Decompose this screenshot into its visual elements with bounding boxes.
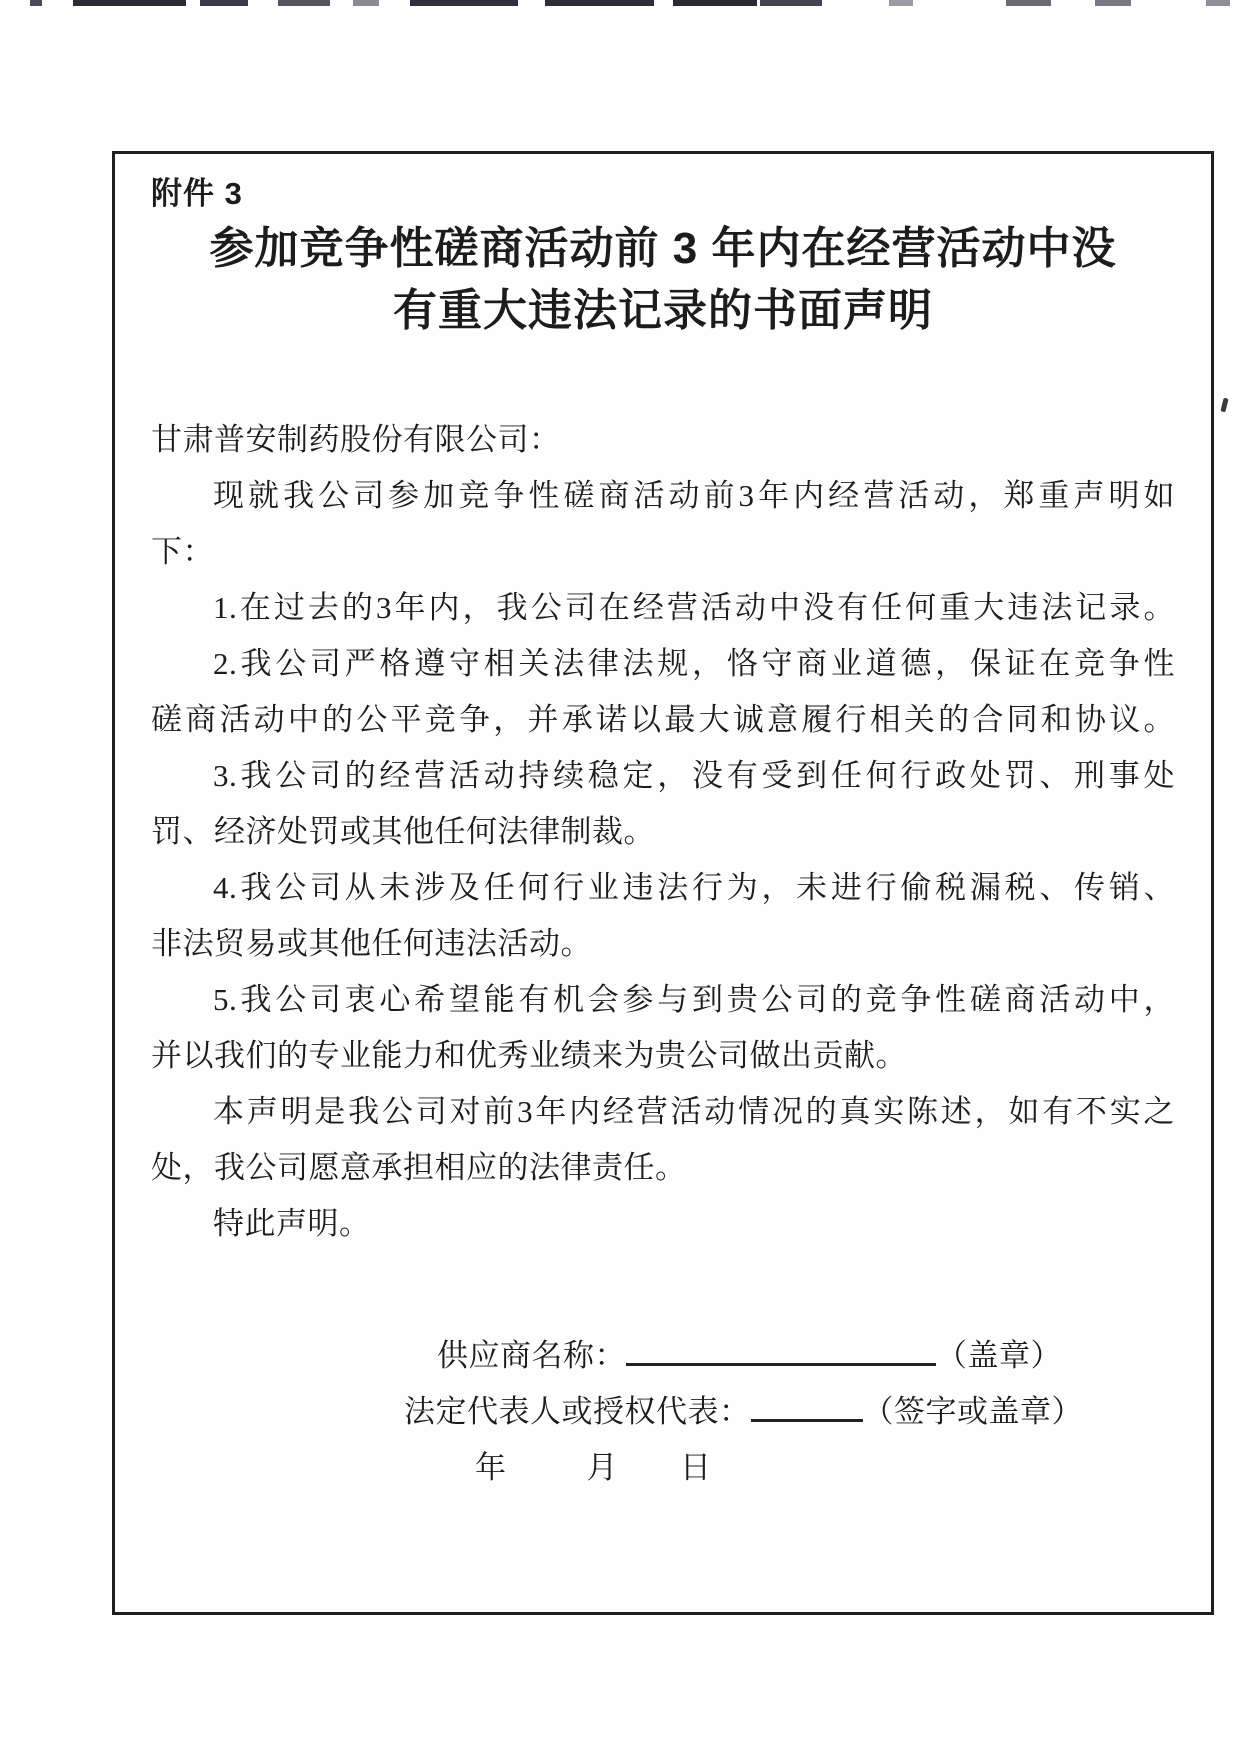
document-title [151, 218, 1175, 342]
body-line: 5.我公司衷心希望能有机会参与到贵公司的竞争性磋商活动中， [213, 982, 1175, 1017]
date-month-label: 月 [586, 1450, 618, 1485]
document-title-line-1: 参加竞争性磋商活动前 3 年内在经营活动中没 [209, 224, 1117, 273]
body-line: 并以我们的专业能力和优秀业绩来为贵公司做出贡献。 [151, 1038, 907, 1073]
date-day-label: 日 [680, 1450, 712, 1485]
date-year-label: 年 [475, 1450, 507, 1485]
scan-artifact [1206, 0, 1230, 6]
scan-speck [1220, 398, 1228, 413]
body-line: 甘肃普安制药股份有限公司： [151, 422, 561, 457]
document-border-frame [112, 151, 1214, 1615]
body-line: 3.我公司的经营活动持续稳定，没有受到任何行政处罚、刑事处 [213, 758, 1175, 793]
supplier-signature-row [151, 1328, 1175, 1384]
scan-artifact [410, 0, 518, 6]
declaration-body [151, 412, 1175, 1252]
body-line: 处，我公司愿意承担相应的法律责任。 [151, 1150, 687, 1185]
attachment-label: 附件 3 [151, 176, 243, 211]
body-line: 磋商活动中的公平竞争，并承诺以最大诚意履行相关的合同和协议。 [151, 702, 1175, 737]
supplier-seal-note: （盖章） [936, 1338, 1062, 1373]
scan-artifact [1095, 0, 1131, 6]
scan-artifact [673, 0, 757, 6]
scan-artifact [545, 0, 654, 6]
supplier-name-label: 供应商名称： [437, 1338, 626, 1373]
body-line: 特此声明。 [213, 1206, 371, 1241]
body-line: 2.我公司严格遵守相关法律法规，恪守商业道德，保证在竞争性 [213, 646, 1175, 681]
date-row [151, 1440, 1175, 1496]
body-line: 4.我公司从未涉及任何行业违法行为，未进行偷税漏税、传销、 [213, 870, 1175, 905]
scan-artifact [200, 0, 248, 6]
signature-block [151, 1328, 1175, 1496]
scan-artifact [1006, 0, 1051, 6]
body-line: 下： [151, 534, 214, 569]
document-title-line-2: 有重大违法记录的书面声明 [393, 286, 933, 335]
representative-label: 法定代表人或授权代表： [404, 1394, 751, 1429]
representative-signature-row [151, 1384, 1175, 1440]
representative-sign-note: （签字或盖章） [862, 1394, 1083, 1429]
body-line: 本声明是我公司对前3年内经营活动情况的真实陈述，如有不实之 [213, 1094, 1175, 1129]
scan-artifact [760, 0, 822, 6]
supplier-name-blank-line [626, 1333, 936, 1366]
body-line: 非法贸易或其他任何违法活动。 [151, 926, 592, 961]
body-line: 现就我公司参加竞争性磋商活动前3年内经营活动，郑重声明如 [213, 478, 1175, 513]
body-line: 罚、经济处罚或其他任何法律制裁。 [151, 814, 655, 849]
scan-artifact [278, 0, 330, 6]
scan-artifact [353, 0, 379, 6]
scan-artifact [889, 0, 913, 6]
body-line: 1.在过去的3年内，我公司在经营活动中没有任何重大违法记录。 [213, 590, 1175, 625]
representative-blank-line [751, 1389, 863, 1422]
scan-artifact [73, 0, 186, 6]
scan-artifact [30, 0, 42, 6]
